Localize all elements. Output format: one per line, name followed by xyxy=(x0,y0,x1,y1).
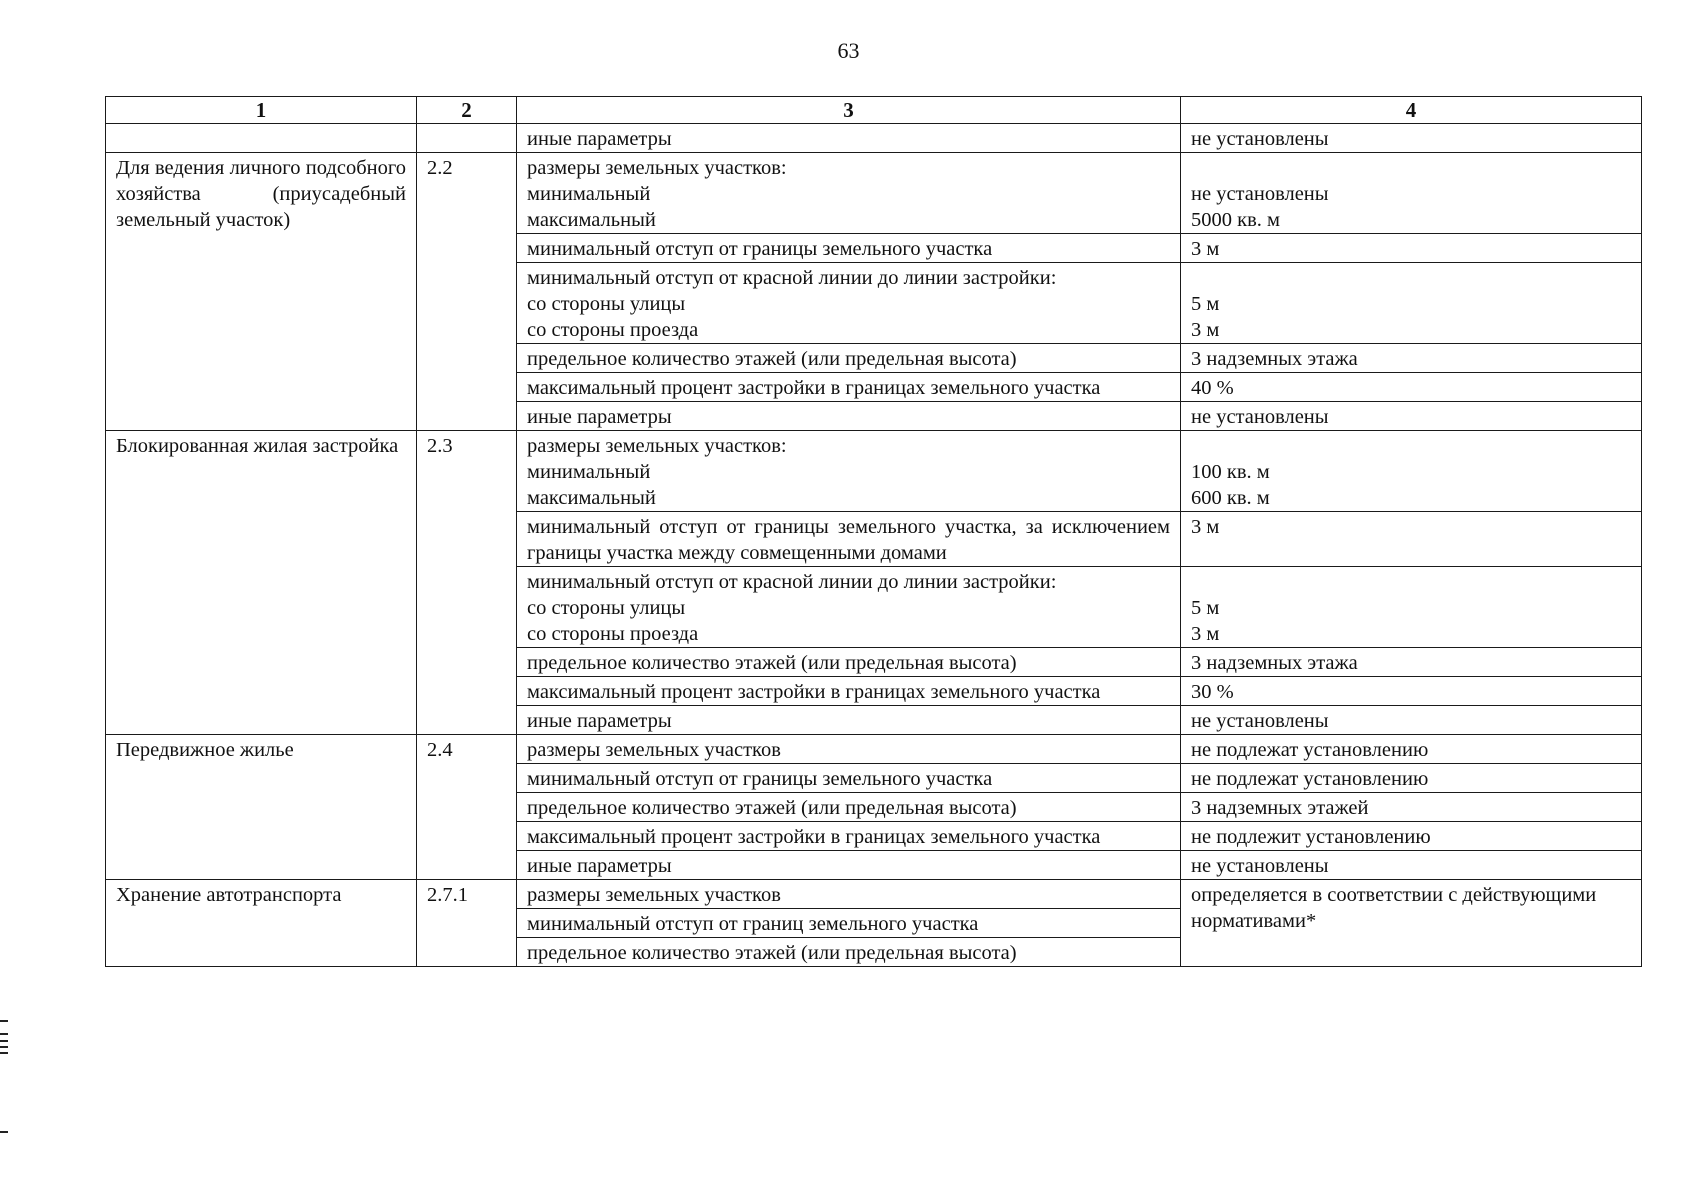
param-cell xyxy=(517,735,1181,764)
header-col-1: 1 xyxy=(106,97,417,124)
value-cell xyxy=(1181,431,1642,512)
param-cell xyxy=(517,402,1181,431)
param-line: максимальный xyxy=(527,487,656,509)
param-line: максимальный процент застройки в границах земельного участка xyxy=(527,681,1101,703)
value-line: не установлены xyxy=(1191,183,1329,205)
param-cell xyxy=(517,909,1181,938)
value-cell xyxy=(1181,764,1642,793)
value-line: не подлежит установлению xyxy=(1191,826,1431,848)
value-cell xyxy=(1181,153,1642,234)
value-line: 100 кв. м xyxy=(1191,461,1270,483)
margin-mark xyxy=(0,1040,8,1042)
param-cell: иные параметры xyxy=(517,124,1181,153)
value-line: 3 надземных этажей xyxy=(1191,797,1369,819)
param-line: предельное количество этажей (или предельная высота) xyxy=(527,797,1017,819)
margin-mark xyxy=(0,1020,8,1022)
param-cell xyxy=(517,567,1181,648)
value-line: не установлены xyxy=(1191,406,1329,428)
land-use-cell: Хранение автотранспорта xyxy=(106,880,417,967)
regulations-table xyxy=(105,96,1642,967)
table-header xyxy=(106,97,1642,124)
header-col-4: 4 xyxy=(1181,97,1642,124)
table-body xyxy=(106,124,1642,967)
value-cell xyxy=(1181,567,1642,648)
value-line: не установлены xyxy=(1191,855,1329,877)
param-cell xyxy=(517,648,1181,677)
param-cell xyxy=(517,512,1181,567)
param-line: минимальный xyxy=(527,461,651,483)
value-cell xyxy=(1181,677,1642,706)
value-cell xyxy=(1181,373,1642,402)
value-cell: не установлены xyxy=(1181,124,1642,153)
table-row xyxy=(106,431,1642,512)
table-row xyxy=(106,880,1642,909)
value-line: 3 м xyxy=(1191,516,1220,538)
value-line: 5 м xyxy=(1191,597,1220,619)
param-cell xyxy=(517,263,1181,344)
value-cell xyxy=(1181,851,1642,880)
page-number: 63 xyxy=(837,38,860,63)
value-line: 30 % xyxy=(1191,681,1234,703)
use-cell xyxy=(106,124,417,153)
param-cell xyxy=(517,234,1181,263)
param-line: со стороны улицы xyxy=(527,597,686,619)
param-line: размеры земельных участков xyxy=(527,884,781,906)
param-cell xyxy=(517,373,1181,402)
table-row xyxy=(106,124,1642,153)
land-use-cell: Блокированная жилая застройка xyxy=(106,431,417,735)
value-cell xyxy=(1181,234,1642,263)
param-line: максимальный процент застройки в границах земельного участка xyxy=(527,826,1101,848)
param-line: минимальный xyxy=(527,183,651,205)
value-line xyxy=(1191,569,1631,595)
code-cell xyxy=(417,124,517,153)
param-cell xyxy=(517,153,1181,234)
param-line: предельное количество этажей (или предельная высота) xyxy=(527,942,1017,964)
value-line: 3 надземных этажа xyxy=(1191,652,1358,674)
param-line: минимальный отступ от границ земельного участка xyxy=(527,913,979,935)
param-line: минимальный отступ от красной линии до линии застройки: xyxy=(527,267,1057,289)
value-line: 3 м xyxy=(1191,319,1220,341)
value-line: не подлежат установлению xyxy=(1191,768,1429,790)
code-cell: 2.3 xyxy=(417,431,517,735)
value-line: не установлены xyxy=(1191,710,1329,732)
header-col-2: 2 xyxy=(417,97,517,124)
value-line: 600 кв. м xyxy=(1191,487,1270,509)
value-cell xyxy=(1181,263,1642,344)
code-cell: 2.7.1 xyxy=(417,880,517,967)
header-row xyxy=(106,97,1642,124)
land-use-cell: Для ведения личного подсобного хозяйства (приусадебный земельный участок) xyxy=(106,153,417,431)
table-row xyxy=(106,735,1642,764)
value-line xyxy=(1191,433,1631,459)
param-line: минимальный отступ от границы земельного участка xyxy=(527,768,993,790)
param-cell xyxy=(517,938,1181,967)
margin-mark xyxy=(0,1046,8,1048)
param-cell xyxy=(517,793,1181,822)
param-line: минимальный отступ от границы земельного участка, за исключением границы участка между совмещенными домами xyxy=(527,516,1170,564)
value-cell xyxy=(1181,706,1642,735)
param-line: иные параметры xyxy=(527,855,672,877)
value-cell xyxy=(1181,822,1642,851)
value-line: 5 м xyxy=(1191,293,1220,315)
param-line: иные параметры xyxy=(527,710,672,732)
value-line: 3 м xyxy=(1191,238,1220,260)
value-cell xyxy=(1181,344,1642,373)
value-line xyxy=(1191,155,1631,181)
margin-mark xyxy=(0,1033,8,1035)
param-line: размеры земельных участков xyxy=(527,739,781,761)
param-line: минимальный отступ от границы земельного участка xyxy=(527,238,993,260)
param-line: размеры земельных участков: xyxy=(527,435,787,457)
param-cell xyxy=(517,431,1181,512)
value-line: 3 м xyxy=(1191,623,1220,645)
value-cell xyxy=(1181,793,1642,822)
param-line: размеры земельных участков: xyxy=(527,157,787,179)
shared-value-cell: определяется в соответствии с действующими нормативами* xyxy=(1181,880,1642,967)
param-cell xyxy=(517,764,1181,793)
value-cell xyxy=(1181,648,1642,677)
table-row xyxy=(106,153,1642,234)
margin-mark xyxy=(0,1052,8,1054)
param-line: иные параметры xyxy=(527,406,672,428)
code-cell: 2.4 xyxy=(417,735,517,880)
value-cell xyxy=(1181,402,1642,431)
param-line: максимальный процент застройки в границах земельного участка xyxy=(527,377,1101,399)
value-line: 40 % xyxy=(1191,377,1234,399)
land-use-cell: Передвижное жилье xyxy=(106,735,417,880)
value-line: 3 надземных этажа xyxy=(1191,348,1358,370)
param-line: минимальный отступ от красной линии до линии застройки: xyxy=(527,571,1057,593)
param-line: максимальный xyxy=(527,209,656,231)
param-cell xyxy=(517,344,1181,373)
margin-mark xyxy=(0,1131,8,1133)
param-line: предельное количество этажей (или предельная высота) xyxy=(527,348,1017,370)
param-cell xyxy=(517,706,1181,735)
param-line: предельное количество этажей (или предельная высота) xyxy=(527,652,1017,674)
param-cell xyxy=(517,677,1181,706)
param-line: со стороны улицы xyxy=(527,293,686,315)
param-line: со стороны проезда xyxy=(527,623,699,645)
param-line: со стороны проезда xyxy=(527,319,699,341)
code-cell: 2.2 xyxy=(417,153,517,431)
param-cell xyxy=(517,880,1181,909)
value-line: не подлежат установлению xyxy=(1191,739,1429,761)
param-cell xyxy=(517,822,1181,851)
value-cell xyxy=(1181,512,1642,567)
value-line xyxy=(1191,265,1631,291)
value-line: 5000 кв. м xyxy=(1191,209,1280,231)
param-cell xyxy=(517,851,1181,880)
header-col-3: 3 xyxy=(517,97,1181,124)
value-cell xyxy=(1181,735,1642,764)
